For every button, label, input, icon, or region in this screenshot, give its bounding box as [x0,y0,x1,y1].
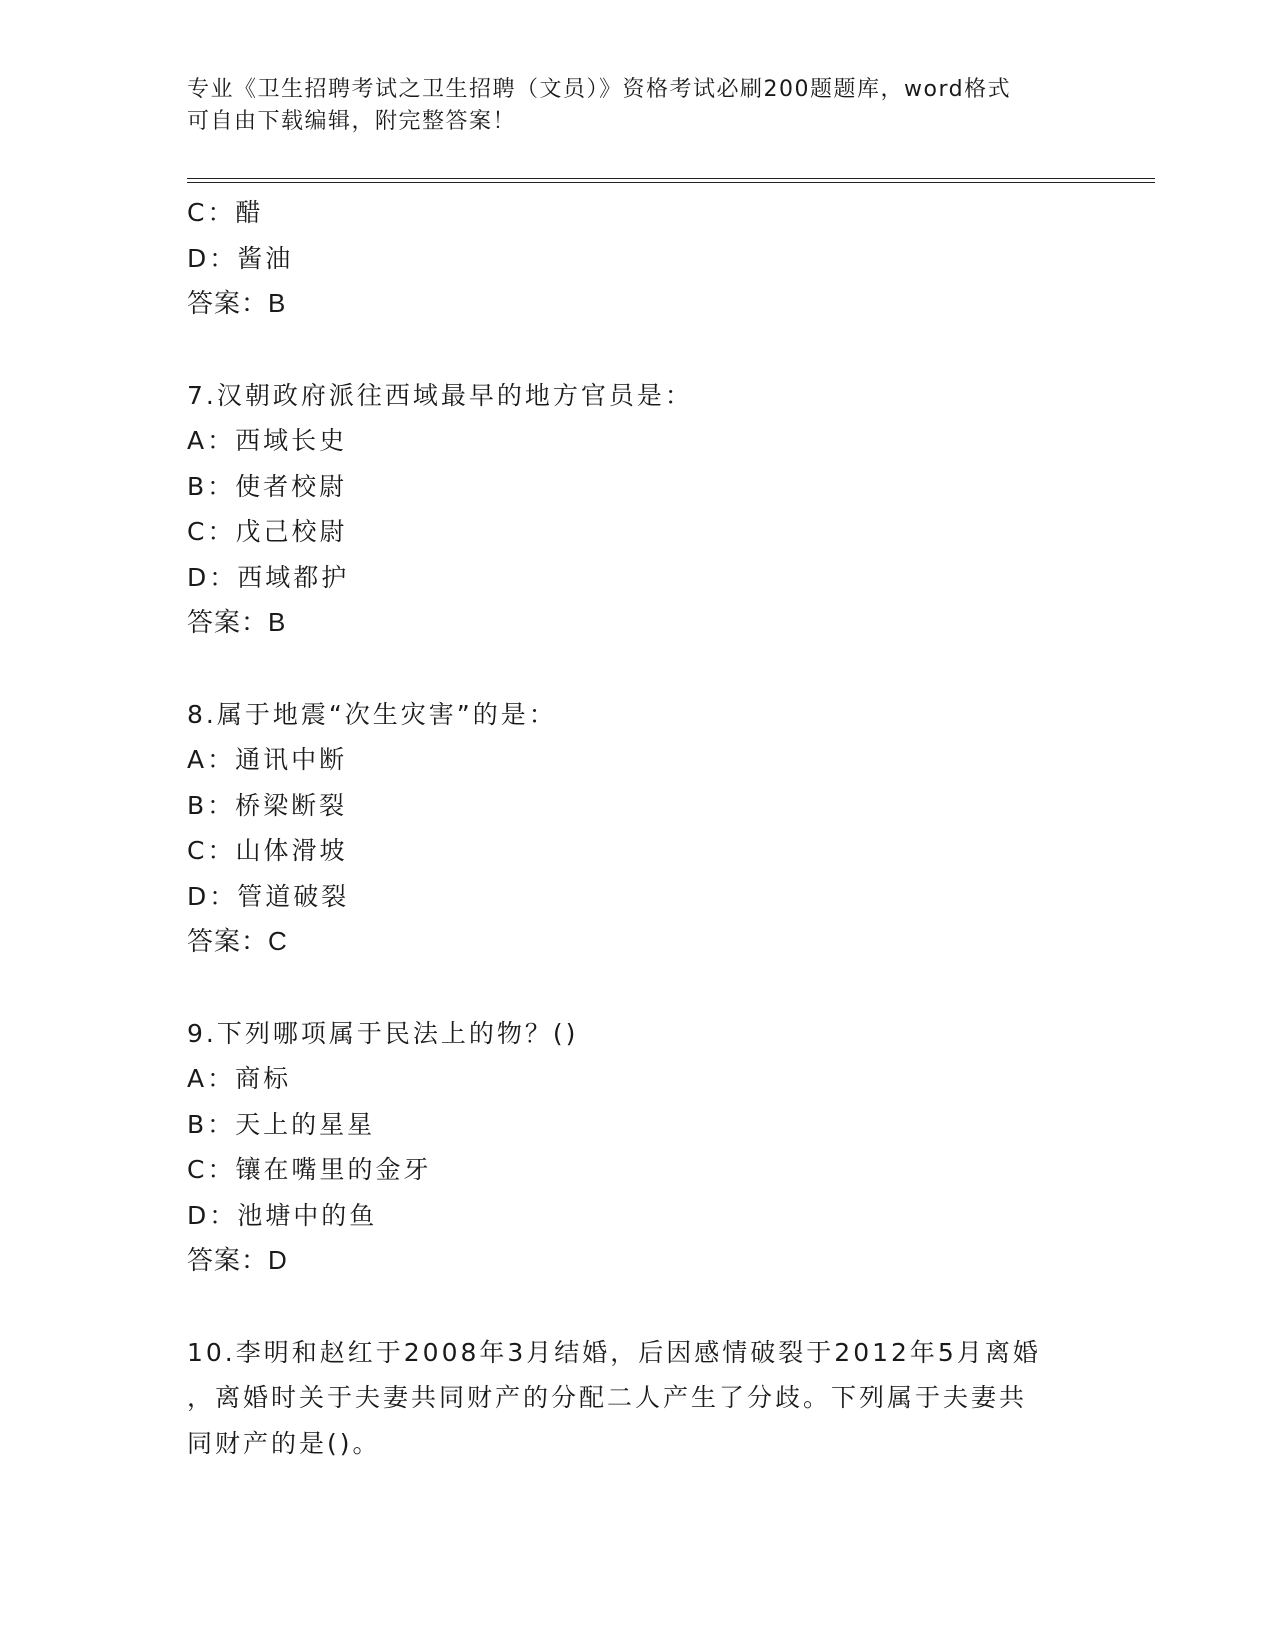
question-list [187,190,1147,1466]
option-a: A：通讯中断 [187,745,348,774]
option-b: B：桥梁断裂 [187,790,348,820]
spacer [187,1284,1147,1330]
header-divider-bottom [187,182,1155,183]
answer: 答案：C [187,926,288,956]
option-b: B：天上的星星 [187,1109,376,1139]
option-d: D：池塘中的鱼 [187,1200,378,1230]
question-10-line-1: 10.李明和赵红于2008年3月结婚，后因感情破裂于2012年5月离婚 [187,1337,1041,1367]
question-10-line-2: ，离婚时关于夫妻共同财产的分配二人产生了分歧。下列属于夫妻共 [187,1383,1028,1412]
option-d: D：酱油 [187,243,294,273]
option-b: B：使者校尉 [187,471,348,501]
spacer [187,646,1147,692]
option-c: C：山体滑坡 [187,836,348,865]
option-a: A：商标 [187,1064,292,1093]
header-line-1: 专业《卫生招聘考试之卫生招聘（文员）》资格考试必刷200题题库，word格式 [187,77,1012,102]
answer: 答案：D [187,1245,288,1275]
question-8-stem: 8.属于地震“次生灾害”的是： [187,699,557,729]
option-d: D：管道破裂 [187,881,350,911]
option-d: D：西域都护 [187,562,350,592]
answer: 答案：B [187,607,287,637]
option-c: C：醋 [187,198,264,227]
option-a: A：西域长史 [187,426,348,455]
question-9-stem: 9.下列哪项属于民法上的物？() [187,1018,579,1048]
option-c: C：戊己校尉 [187,517,348,546]
question-7-stem: 7.汉朝政府派往西域最早的地方官员是： [187,380,693,410]
answer: 答案：B [187,288,287,318]
header-line-2: 可自由下载编辑，附完整答案！ [187,109,517,134]
header-divider-top [187,178,1155,179]
spacer [187,965,1147,1011]
spacer [187,327,1147,373]
question-10-line-3: 同财产的是()。 [187,1428,381,1458]
document-header [187,74,1087,138]
option-c: C：镶在嘴里的金牙 [187,1155,432,1184]
